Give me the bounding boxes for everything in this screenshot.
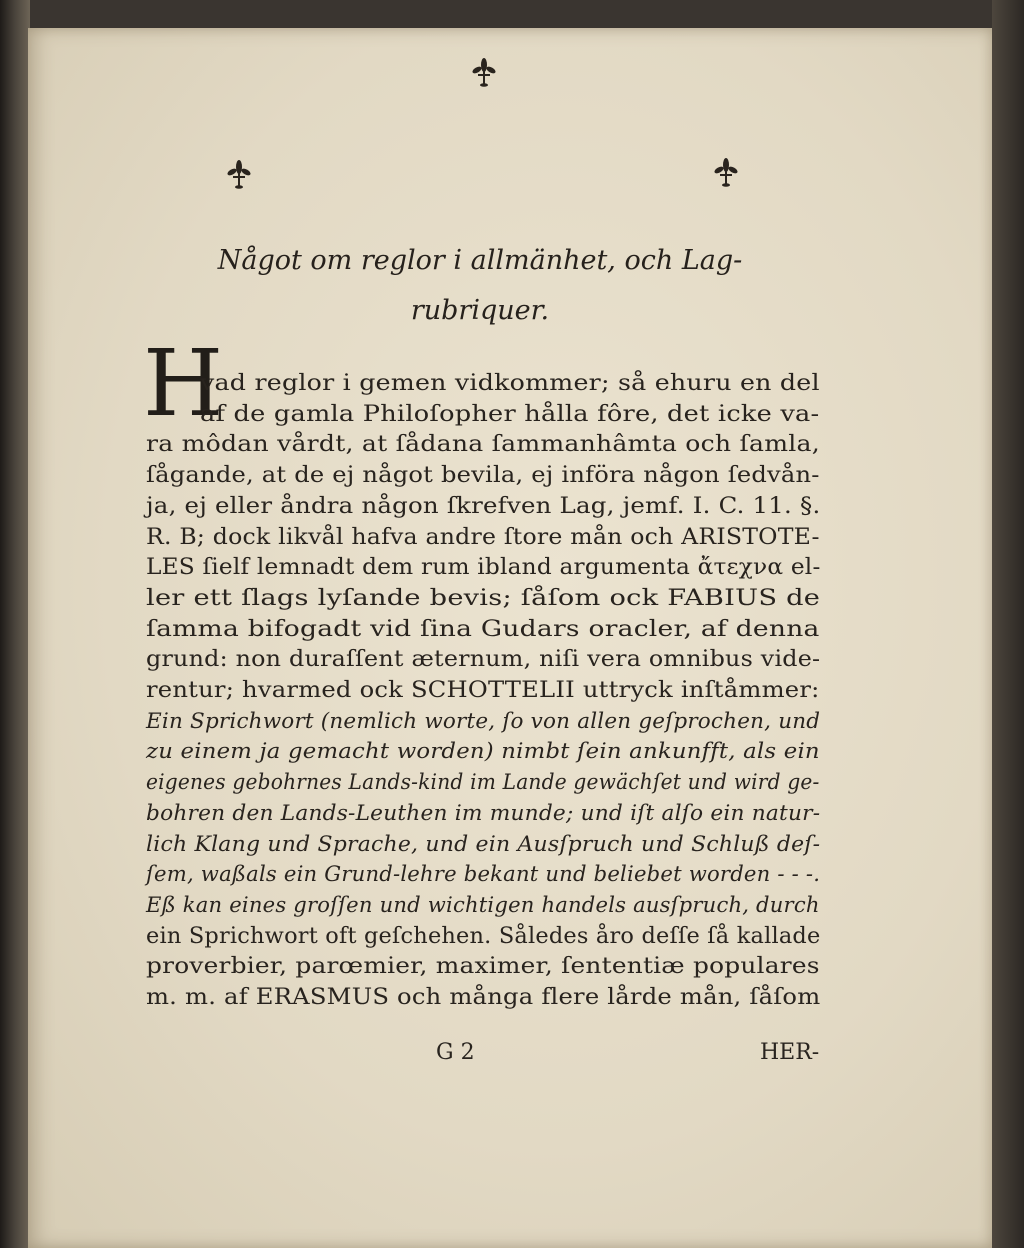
fleuron-icon <box>712 156 740 188</box>
fleuron-icon <box>470 56 498 88</box>
text-line: zu einem ja gemacht worden) nimbt ſein ankunfft, als ein <box>146 739 820 764</box>
text-line: rentur; hvarmed ock SCHOTTELII uttryck inſtåmmer: <box>146 677 820 703</box>
title-line: rubriquer. <box>410 295 550 326</box>
text-line: eigenes gebohrnes Lands-kind im Lande gewächſet und wird ge- <box>146 770 820 795</box>
catchword: HER- <box>760 1040 820 1065</box>
fleuron-icon <box>225 158 253 190</box>
text-line: m. m. af ERASMUS och många flere lårde mån, ſåſom <box>146 984 821 1010</box>
text-line: ſågande, at de ej något bevila, ej införa någon ſedvån- <box>146 462 820 489</box>
text-line: vad reglor i gemen vidkommer; så ehuru en del <box>200 370 820 396</box>
text-line: Eß kan eines groſſen und wichtigen handels ausſpruch, durch <box>146 892 820 917</box>
chapter-title <box>140 236 820 336</box>
text-line: bohren den Lands-Leuthen im munde; und iſt alſo ein natur- <box>146 800 821 825</box>
text-line: ja, ej eller åndra någon ſkrefven Lag, jemf. I. C. 11. §. <box>146 492 821 519</box>
book-gutter-left <box>0 0 30 1248</box>
text-line: ſamma bifogadt vid ſina Gudars oracler, af denna <box>146 615 820 642</box>
book-edge-right <box>992 0 1024 1248</box>
title-line: Något om reglor i allmänhet, och Lag- <box>217 245 743 276</box>
text-line: proverbier, parœmier, maximer, ſententiæ populares <box>146 953 820 980</box>
text-line: ra môdan vårdt, at ſådana ſammanhâmta och ſamla, <box>146 431 820 458</box>
text-line: R. B; dock likvål hafva andre ſtore mån och ARISTOTE- <box>146 523 820 550</box>
text-line: grund: non duraſſent æternum, niſi vera omnibus vide- <box>146 646 821 673</box>
drop-capital: H <box>143 330 224 437</box>
text-line: Ein Sprichwort (nemlich worte, ſo von allen geſprochen, und <box>146 708 821 733</box>
text-line: lich Klang und Sprache, und ein Ausſpruch und Schluß deſ- <box>146 831 821 856</box>
text-line: ler ett ſlags lyſande bevis; ſåſom ock FABIUS de <box>146 584 821 611</box>
text-line: ein Sprichwort oft geſchehen. Således åro deſſe ſå kallade <box>146 922 821 949</box>
text-line: af de gamla Philoſopher hålla fôre, det icke va- <box>200 400 820 427</box>
text-line: ſem, waßals ein Grund-lehre bekant und beliebet worden - - -. <box>146 862 821 887</box>
text-line: LES ſielf lemnadt dem rum ibland argumenta ἄτεχνα el- <box>146 554 821 581</box>
signature-mark: G 2 <box>436 1040 475 1065</box>
